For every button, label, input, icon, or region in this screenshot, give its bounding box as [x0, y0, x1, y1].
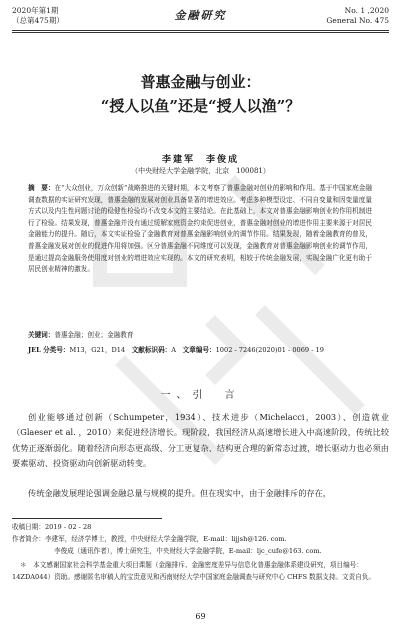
article-title-line2: “授人以鱼”还是“授人以渔”？ [100, 97, 301, 115]
abstract-text: 在“大众创业，万众创新”战略推进的关键时期，本文考察了普惠金融对创业的影响和作用。基于中国家庭金融调查数据的实证研究发现，普惠金融的发展对创业具备显著的增进效应。考虑多种模型设定、不同自变量和因变量度量方式以及内生性问题讨论的稳健性检验均不改变本文的主要结论。在此基础上，本文对普惠金融影响创业的作用机制进行了检验。结果发现，普惠金融并没有通过缓解家庭资金约束促进创业，普惠金融对创业的增进作用主要来源于对居民金融能力的提升。随后，本文实证检验了金融教育对普惠金融影响创业的调节作用。结果发现，随着金融教育的普及，普惠金融发展对创业的促进作用将加强。区分普惠金融不同维度可以发现，金融教育对普惠金融影响创业的调节作用，是通过提高金融服务使用度对创业的增进效应实现的。本文的研究表明，相较于传统金融发展，实现金融广化更有助于居民创业精神的激发。 [28, 184, 372, 274]
classification-line [28, 345, 372, 356]
page-number: 69 [195, 612, 206, 621]
header-rule-2 [12, 32, 389, 33]
section-heading: 一、引 言 [160, 390, 241, 401]
jel-label: JEL 分类号： [28, 346, 70, 354]
body-paragraph-2: 传统金融发展理论强调金融总量与规模的提升。但在现实中，由于金融排斥的存在， [28, 488, 331, 498]
keywords-text: 普惠金融；创业；金融教育 [54, 331, 134, 339]
jel-codes: M13，G21，D14 [69, 346, 126, 354]
footnote-author2: 李俊成（通讯作者），博士研究生，中央财经大学金融学院，E-mail：ljc_cufe@163. com. [54, 547, 322, 555]
issue-info-cn: 2020年第1期 （总第475期） [12, 6, 64, 25]
keywords-label: 关键词： [28, 331, 55, 339]
journal-name: 金融研究 [174, 9, 227, 22]
abstract [28, 183, 372, 276]
article-title-line1: 普惠金融与创业： [140, 73, 261, 91]
keywords [28, 330, 372, 341]
doc-code: A [171, 346, 177, 354]
doc-code-label: 文献标识码： [131, 346, 172, 354]
issue-info-en: No. 1 ,2020 General No. 475 [326, 6, 389, 25]
authors: 李建军 李俊成 [161, 155, 239, 165]
article-number-label: 文章编号： [182, 346, 216, 354]
footnote-author1: 作者简介：李建军，经济学博士，教授，中央财经大学金融学院，E-mail：lijjsh@126. com. [12, 535, 287, 543]
article-number: 1002 - 7246(2020)01 - 0069 - 19 [215, 346, 324, 354]
footnote-rule [12, 518, 162, 519]
body-paragraph-1: 创业能够通过创新（Schumpeter，1934）、技术进步（Michelacci，2003）、创造就业（Glaeser et al. ，2010）来促进经济增长。现阶段，我国经济从高速增长进入中高速阶段，传统比较优势正逐渐弱化。随着经济向形态更高级、分工更复杂、结构更合理的新常态过渡，增长驱动力也必须由要素驱动、投资驱动向创新驱动转变。 [12, 412, 389, 468]
footnote-funding: ＊ 本文感谢国家社会科学基金重大项目课题（金融排斥、金融密度差异与信息化普惠金融体系建设研究，项目编号：14ZDA044）资助。感谢匿名审稿人的宝贵意见和西南财经大学中国家庭金融调查与研究中心 CHFS 数据支持。文责自负。 [12, 561, 375, 581]
abstract-label: 摘 要： [28, 184, 55, 192]
footnote-received: 收稿日期：2019 - 02 - 28 [12, 523, 92, 531]
header-rule [12, 30, 389, 31]
affiliation: （中央财经大学金融学院，北京 100081） [131, 167, 270, 175]
